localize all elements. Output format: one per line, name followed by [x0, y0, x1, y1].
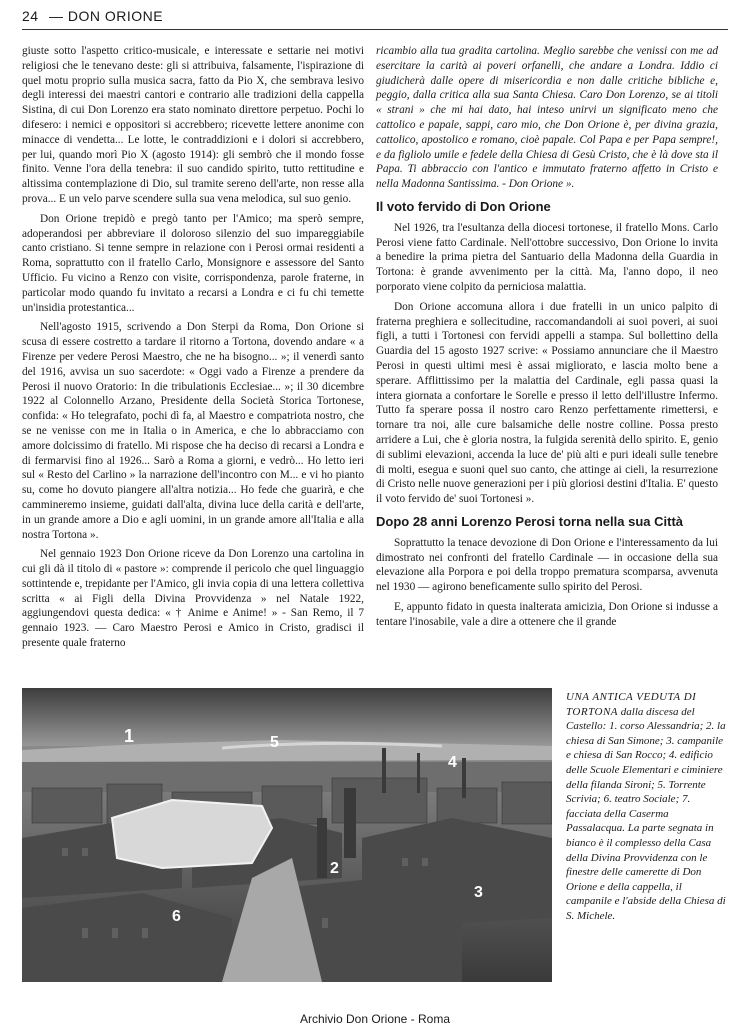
right-paragraph-4: Soprattutto la tenace devozione di Don Orione e l'interessamento da lui dimostrato nei confronti del fratello Cardinale — in occasione della sua elevazione alla Porpora e poi della troppo prematura scomparsa, avvenuta nel 1930 — agirono beneficamente sullo spirito del Perosi.: [376, 536, 718, 594]
photo-marker-5: 5: [270, 734, 279, 751]
photo-caption: [566, 690, 726, 924]
page-number: 24: [22, 8, 39, 24]
header-rule: [22, 29, 728, 30]
section-heading-voto: Il voto fervido di Don Orione: [376, 198, 551, 214]
caption-lead: UNA ANTICA VEDUTA DI TORTONA: [566, 691, 697, 718]
publication-title: DON ORIONE: [67, 8, 164, 24]
photo-marker-4: 4: [448, 754, 457, 771]
photo-marker-2: 2: [330, 860, 339, 877]
right-paragraph-1: ricambio alla tua gradita cartolina. Meglio sarebbe che venissi con me ad esercitare la carità ai poveri orfanelli, che andare a Londra. Iddio ci giudicherà dalle opere di misericordia e non dalle critiche bibliche e, peggio, dalla critica alla sua Santa Chiesa. Caro Don Lorenzo, se ai titoli « strani » che mi hai dato, hai inteso unirvi un significato meno che cattolico e papale, sappi, caro mio, che Don Orione è, per divina grazia, cattolico, apostolico e romano, cioè papale. Col Papa e per Papa sempre!, e da figliolo umile e fedele della Chiesa di Gesù Cristo, che è là dove sta il Papa. Ti abbraccio con l'antico e immutato fraterno affetto in Cristo e nella Madonna Santissima. - Don Orione ».: [376, 45, 718, 191]
photo-marker-6: 6: [172, 908, 181, 925]
archive-footer: Archivio Don Orione - Roma: [299, 1012, 451, 1026]
photo-marker-3: 3: [474, 884, 483, 901]
left-paragraph-4: Nel gennaio 1923 Don Orione riceve da Don Lorenzo una cartolina in cui gli dà il titolo di « pastore »: comprende il pericolo che quel linguaggio sottintende e, trepidante per l'Amico, gli invia copia di una lettera collettiva scritta « ai Figli della Divina Provvidenza » nel Natale 1922, aggiungendovi questa dedica: « † Anime e Anime! » - San Remo, il 7 gennaio 1923. — Caro Maestro Perosi e Amico in Cristo, gradisci il presente quale fraterno: [22, 548, 364, 650]
photo-marker-1: 1: [124, 726, 135, 746]
right-column: [376, 44, 718, 634]
caption-text: dalla discesa del Castello: 1. corso Alessandria; 2. la chiesa di San Simone; 3. campanile e chiesa di San Rocco; 4. edificio delle Scuole Elementari e ciminiere della filanda Sironi; 5. Torrente Scrivia; 6. teatro Sociale; 7. facciata della Caserma Passalacqua. La parte segnata in bianco è il complesso della Casa della Divina Provvidenza con le finestre delle camerette di Don Orione e della cappella, il campanile e l'abside della Chiesa di S. Michele.: [566, 705, 726, 922]
panorama-illustration: [22, 688, 552, 982]
right-paragraph-2: Nel 1926, tra l'esultanza della diocesi tortonese, il fratello Mons. Carlo Perosi viene fatto Cardinale. Nell'ottobre successivo, Don Orione lo invita a benedire la prima pietra del Santuario della Madonna della Guardia in Tortona: è grande avvenimento per la città. Ma, l'anno dopo, il neo porporato viene colpito da perniciosa malattia.: [376, 221, 718, 293]
right-paragraph-3: Don Orione accomuna allora i due fratelli in un unico palpito di fraterna preghiera e sollecitudine, raccomandandoli ai suoi poveri, ai suoi figli, a tutti i Tortonesi con fervidi appelli a stampa. Sul bollettino della Guardia del 15 agosto 1927 scrive: « Possiamo annunciare che il Maestro Perosi in questi ultimi mesi è assai migliorato, e lascia molto bene a sperare. Afflittissimo per la malattia del Cardinale, egli passa quasi la intera giornata a confortare le Sorelle e presso il letto dell'illustre Infermo. Tutto fa sperare possa il nostro caro Renzo perfettamente rimettersi, e tornare tra noi, alle cure balsamiche delle nostre colline. Possa presto arridere a Lui, che è gloria nostra, la fulgida serenità dello spirito. E, genio di sublimi elevazioni, accenda la luce de' più alti e puri ideali sulle tenebre di molti, esegua e suoni quel suo canto, che attinge ai cieli, la resurrezione di Cristo nelle nuove generazioni per i più gloriosi destini d'Italia. E' questo il voto fervido de' suoi Tortonesi ».: [376, 300, 718, 506]
left-paragraph-2: Don Orione trepidò e pregò tanto per l'Amico; ma sperò sempre, adoperandosi per abbreviare il doloroso silenzio del suo impareggiabile canto cristiano. Si tenne sempre in relazione con i Perosi ormai residenti a Roma, soprattutto con il fratello Carlo, Monsignore e assessore del Santo Ufficio. Fu vicino a Renzo con visite, corrispondenza, parole fraterne, in particolar modo quando fu invitato a recarsi a Londra e ci fu chi temette un'insidia protestantica...: [22, 212, 364, 314]
right-paragraph-5: E, appunto fidato in questa inalterata amicizia, Don Orione si indusse a tentare l'inosabile, vale a dire a ottenere che il grande: [376, 600, 718, 628]
header-separator: —: [48, 8, 64, 24]
left-paragraph-3: Nell'agosto 1915, scrivendo a Don Sterpi da Roma, Don Orione si scusa di essere costretto a tardare il ritorno a Tortona, dovendo andare « a Firenze per vedere Perosi Maestro, che ne ha bisogno... »; il venerdì santo del 1916, avvisa un suo sacerdote: « Oggi vado a Firenze a prendere da Perosi il nuovo Oratorio: In die tribulationis Ecclesiae... »; il 30 dicembre 1922 al Colonnello Arzano, Presidente della Società Storica Tortonese, confida: « Ho telegrafato, pochi dì fa, al Maestro e compatriota nostro, che se ne venisse con me in Italia o in America, e che lo abbracciamo con amore dolcissimo di fratello. Mi rispose che ha deciso di recarsi a Londra e di fermarvisi fino al 1926... Sarò a Roma a giorni, e vedrò... Ho letto ieri sul « Resto del Carlino » la narrazione dell'incontro con M... e vi ho pianto su, come ho dovuto piangere all'altra notizia... Ho fede che guarirà, e che cammineremo insieme, guidati dall'alta, divina luce della carità e dell'arte, in un grande amore a Dio e agli uomini, in un grande amore all'Italia e alla nostra Tortona ».: [22, 321, 364, 541]
left-paragraph-1: giuste sotto l'aspetto critico-musicale, e interessate e settarie nei motivi religiosi che le tenevano deste: gli si attribuiva, falsamente, l'ispirazione di quel motu proprio sulla musica sacra, fatto da Pio X, che sembrava lesivo degli interessi dei maestri cantori e contrario alle tradizioni della cappella Sistina, di cui Don Lorenzo era stato nominato direttore perpetuo. Pochi lo difesero: i nemici e oppositori si accrebbero; ricevette lettere anonime con minacce di vendetta... Le lotte, le contraddizioni e i dolori si accrebbero, per lui, quando morì Pio X (agosto 1914): gli sembrò che il mondo fosse finito. Venne l'ora della tenebra: il suo candido spirito, tutto rettitudine e altissima contemplazione di Dio, sul tramite sereno dell'arte, non resse alla prova... E un velo parve scendere sulla sua vena melodica, sul suo genio.: [22, 45, 364, 205]
section-heading-ritorno: Dopo 28 anni Lorenzo Perosi torna nella sua Città: [376, 513, 683, 529]
left-column: [22, 44, 364, 656]
tortona-panorama-photo: [22, 688, 552, 982]
